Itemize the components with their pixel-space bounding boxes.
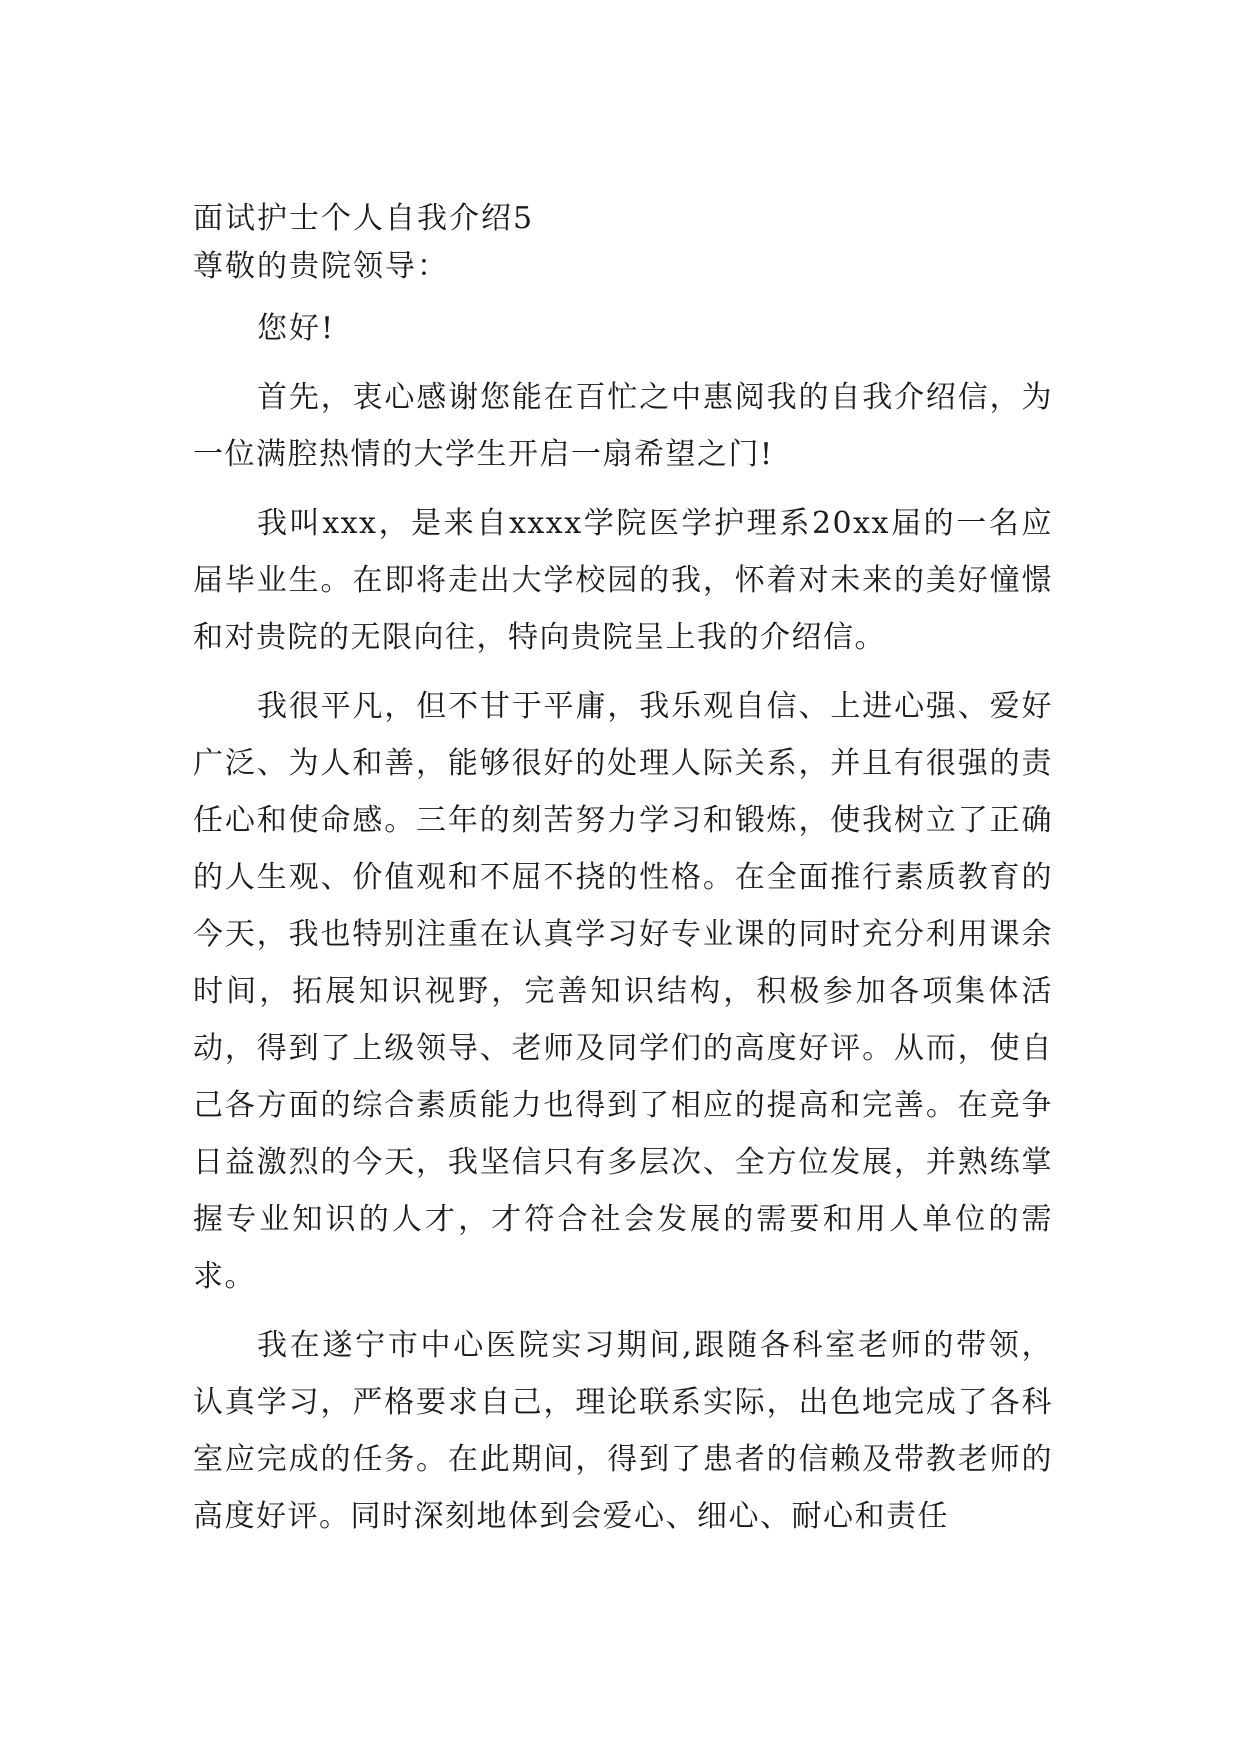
salutation: 尊敬的贵院领导： xyxy=(193,249,449,284)
greeting: 您好! xyxy=(257,311,336,346)
paragraph-personality: 我很平凡，但不甘于平庸，我乐观自信、上进心强、爱好广泛、为人和善，能够很好的处理人际关系，并且有很强的责任心和使命感。三年的刻苦努力学习和锻炼，使我树立了正确的人生观、价值观和不屈不挠的性格。在全面推行素质教育的今天，我也特别注重在认真学习好专业课的同时充分利用课余时间，拓展知识视野，完善知识结构，积极参加各项集体活动，得到了上级领导、老师及同学们的高度好评。从而，使自己各方面的综合素质能力也得到了相应的提高和完善。在竞争日益激烈的今天，我坚信只有多层次、全方位发展，并熟练掌握专业知识的人才，才符合社会发展的需要和用人单位的需求。 xyxy=(193,689,1053,1294)
paragraph-thanks: 首先，衷心感谢您能在百忙之中惠阅我的自我介绍信，为一位满腔热情的大学生开启一扇希望之门! xyxy=(193,380,1053,472)
document-title: 面试护士个人自我介绍5 xyxy=(193,201,535,236)
paragraph-introduction: 我叫xxx，是来自xxxx学院医学护理系20xx届的一名应届毕业生。在即将走出大学校园的我，怀着对未来的美好憧憬和对贵院的无限向往，特向贵院呈上我的介绍信。 xyxy=(193,506,1053,655)
paragraph-internship: 我在遂宁市中心医院实习期间,跟随各科室老师的带领，认真学习，严格要求自己，理论联系实际，出色地完成了各科室应完成的任务。在此期间，得到了患者的信赖及带教老师的高度好评。同时深刻地体到会爱心、细心、耐心和责任 xyxy=(193,1328,1053,1534)
document-body xyxy=(193,195,1053,1545)
